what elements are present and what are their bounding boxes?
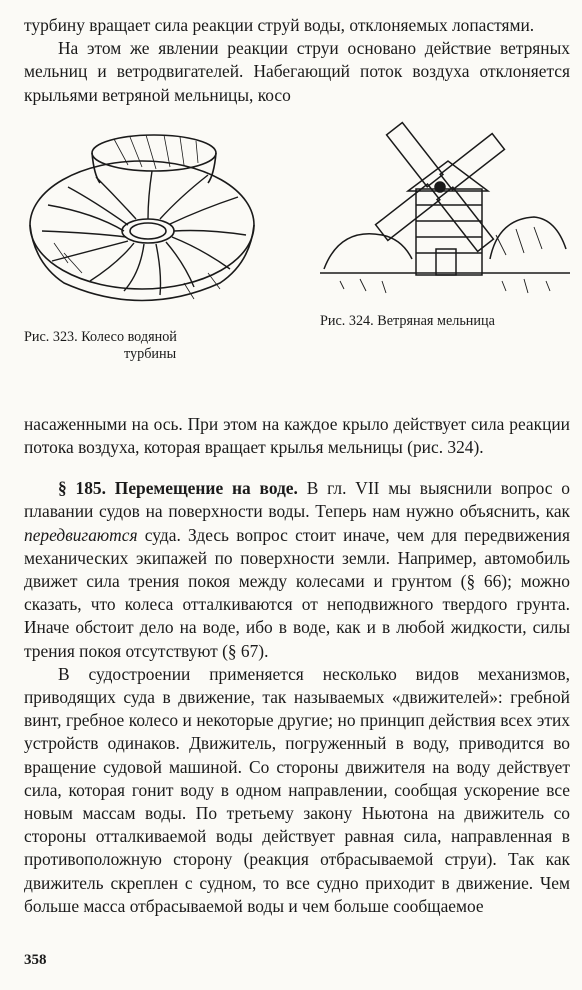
windmill-paragraph: На этом же явлении реакции струи основано действие ветряных мельниц и ветродвигателей. Набегающий поток воздуха отклоняется крыльями ветряной мельницы, косо bbox=[24, 38, 570, 105]
section-heading: § 185. Перемещение на воде. bbox=[58, 478, 298, 499]
top-paragraph: турбину вращает сила реакции струй воды, отклоняемых лопастями. bbox=[24, 15, 535, 35]
figure-323-caption bbox=[24, 329, 264, 363]
book-page bbox=[24, 14, 570, 918]
page-number: 358 bbox=[24, 952, 47, 968]
section-italic-word: передвигаются bbox=[24, 524, 138, 545]
caption-323-line1: Рис. 323. Колесо водяной bbox=[24, 328, 177, 345]
windmill-illustration bbox=[320, 109, 570, 305]
caption-323-line2: турбины bbox=[124, 345, 177, 362]
figures-row bbox=[24, 109, 570, 391]
section-text-a: В гл. VII мы выяснили вопрос о плавании судов на поверхности воды. Теперь нам нужно объяснить, как bbox=[24, 478, 570, 522]
propulsion-paragraph: В судостроении применяется несколько видов механизмов, приводящих суда в движение, так называемых «движителей»: гребной винт, гребное колесо и некоторые другие; но принцип действия всех этих устройств одинаков. Движитель, погруженный в воду, приводится во вращение судовой машиной. Со стороны движителя на воду действует сила, которая гонит воду в одном направлении, сообщая ускорение все новым массам воды. По третьему закону Ньютона на движитель со стороны отталкиваемой воды действует равная сила, направленная в противоположную сторону (реакция отбрасываемой струи). Так как движитель скреплен с судном, то все судно приходит в движение. Чем больше масса отбрасываемой воды и чем больше сообщаемое bbox=[24, 663, 570, 916]
section-text-b: суда. Здесь вопрос стоит иначе, чем для передвижения механических экипажей по поверхности земли. Например, автомобиль движет сила трения покоя между колесами и грунтом (§ 66); можно сказать, что колеса отталкиваются от неподвижного твердого грунта. Иначе обстоит дело на воде, ибо в воде, как и в любой жидкости, силы трения покоя отсутствуют (§ 67). bbox=[24, 524, 570, 661]
spacer bbox=[24, 459, 570, 477]
continuation-paragraph: насаженными на ось. При этом на каждое крыло действует сила реакции потока воздуха, которая вращает крылья мельницы (рис. 324). bbox=[24, 413, 570, 458]
figure-windmill bbox=[320, 109, 570, 330]
figure-turbine-wheel bbox=[24, 113, 264, 363]
spacer bbox=[24, 391, 570, 413]
figure-324-caption: Рис. 324. Ветряная мельница bbox=[320, 312, 495, 329]
section-185-paragraph bbox=[24, 477, 570, 663]
turbine-wheel-illustration bbox=[24, 113, 264, 321]
